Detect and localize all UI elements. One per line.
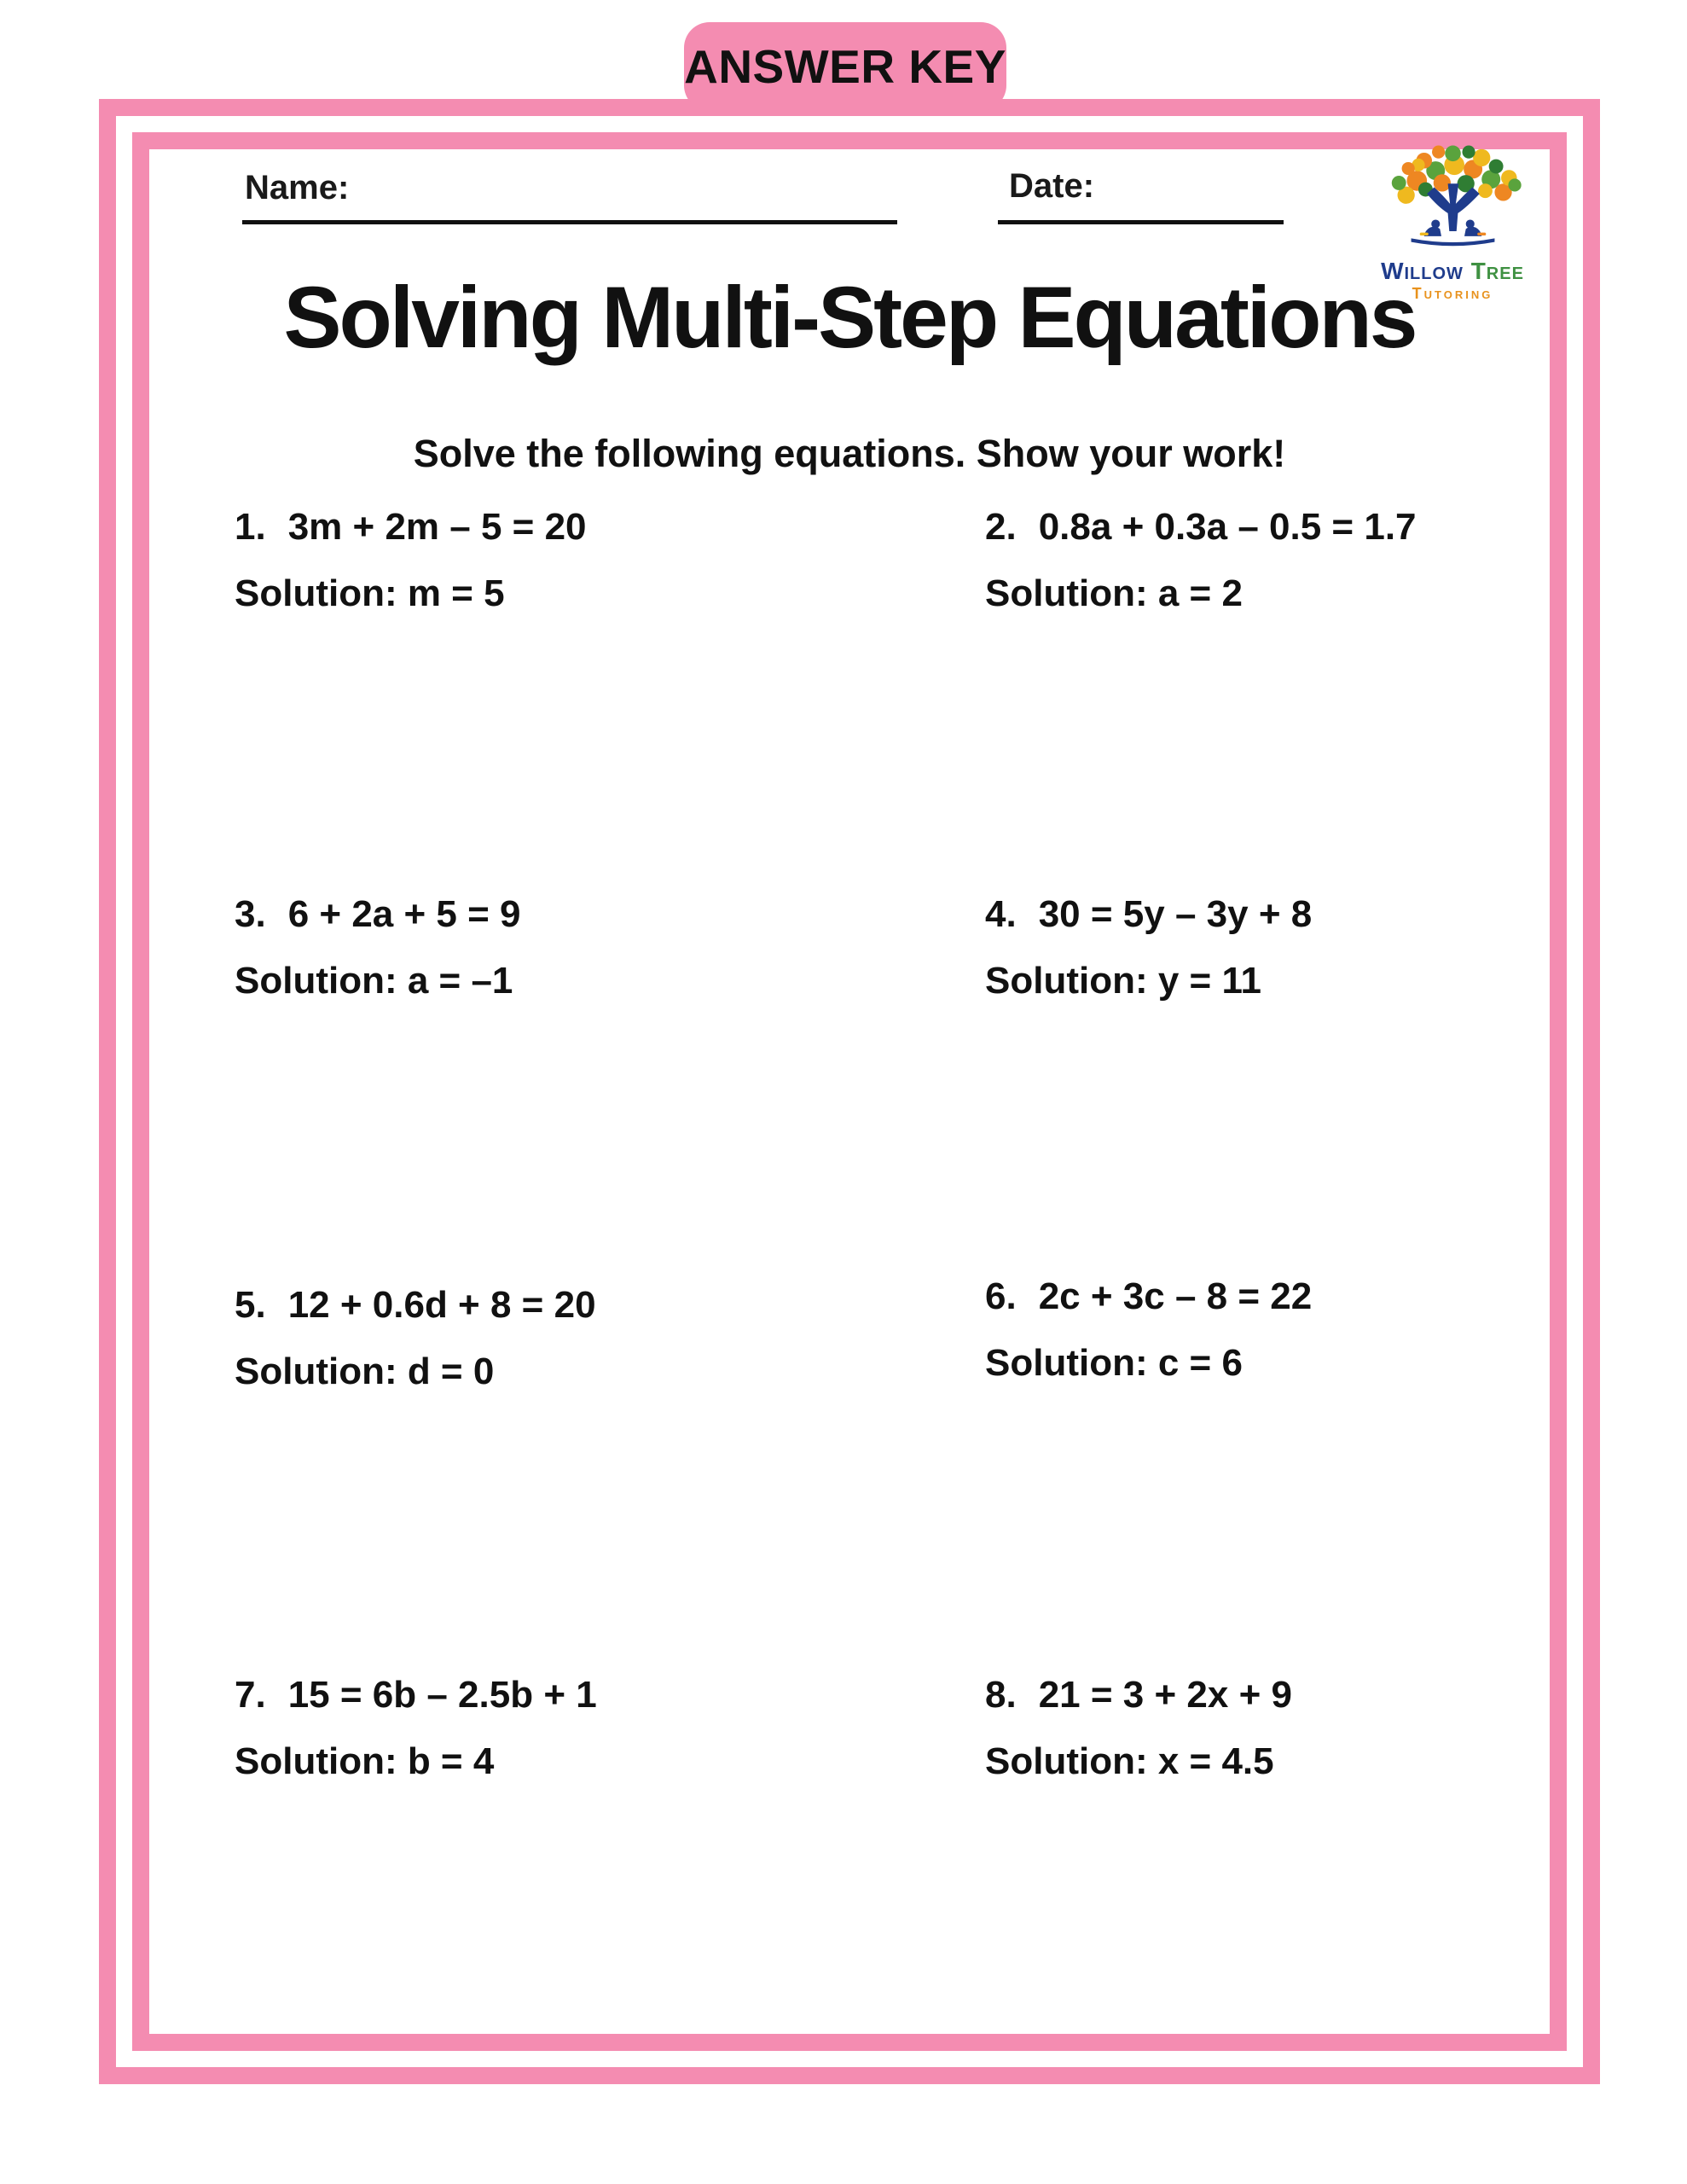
problem-solution: Solution: d = 0 [235,1350,495,1392]
problem-solution: Solution: c = 6 [985,1342,1243,1384]
problem-equation: 30 = 5y – 3y + 8 [1038,893,1313,935]
problem-equation: 2c + 3c – 8 = 22 [1038,1275,1313,1317]
logo-word-tree: Tree [1470,258,1524,284]
problem-solution: Solution: b = 4 [235,1740,495,1782]
problem-equation: 15 = 6b – 2.5b + 1 [287,1674,597,1716]
problem-number: 8. [985,1674,1017,1716]
worksheet-title: Solving Multi-Step Equations [283,269,1416,366]
problem-2 [985,508,1417,613]
date-underline [998,220,1284,224]
problem-7 [235,1676,597,1780]
worksheet-instructions: Solve the following equations. Show your work! [413,432,1286,475]
problem-solution: Solution: x = 4.5 [985,1740,1274,1782]
problem-solution: Solution: a = –1 [235,960,513,1002]
answer-key-badge-label: ANSWER KEY [684,40,1006,93]
problem-equation: 12 + 0.6d + 8 = 20 [287,1284,596,1326]
problem-solution: Solution: a = 2 [985,572,1243,614]
problem-6 [985,1275,1313,1384]
problem-solution: Solution: y = 11 [985,960,1261,1002]
name-underline [242,220,897,224]
date-label: Date: [1009,167,1095,205]
problem-number: 2. [985,506,1017,548]
problem-equation: 3m + 2m – 5 = 20 [287,506,587,548]
problem-number: 3. [235,893,266,935]
problem-4 [985,893,1313,1002]
name-label: Name: [245,169,350,206]
logo-subtitle: Tutoring [1412,285,1493,303]
problem-8 [985,1676,1292,1780]
problem-number: 4. [985,893,1017,935]
problem-number: 5. [235,1284,266,1326]
answer-key-badge [684,22,1006,111]
problem-1 [235,508,587,613]
problem-equation: 21 = 3 + 2x + 9 [1038,1674,1292,1716]
problem-equation: 6 + 2a + 5 = 9 [287,893,521,935]
handprint-tree-icon [1365,143,1540,258]
problem-solution: Solution: m = 5 [235,572,505,614]
problem-number: 7. [235,1674,266,1716]
problem-5 [235,1284,596,1392]
problem-number: 1. [235,506,266,548]
problem-equation: 0.8a + 0.3a – 0.5 = 1.7 [1038,506,1417,548]
logo-word-willow: Willow [1381,258,1464,284]
problem-3 [235,893,521,1002]
problem-number: 6. [985,1275,1017,1317]
